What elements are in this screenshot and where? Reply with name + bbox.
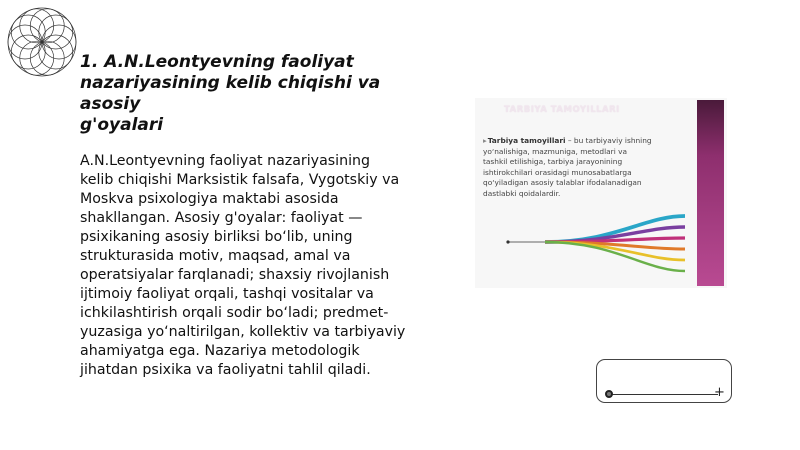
slider-handle[interactable]	[605, 390, 613, 398]
title-line: g'oyalari	[80, 115, 164, 135]
colored-lines-graphic	[505, 210, 687, 282]
title-line: nazariyasining kelib chiqishi va asosiy	[80, 73, 381, 114]
slide-header: TARBIYA TAMOYILLARI	[504, 105, 620, 115]
fan-line	[545, 242, 685, 271]
slide-text	[483, 136, 683, 200]
slider-track[interactable]	[610, 394, 718, 395]
body-line: ijtimoiy faoliyat orqali, tashqi vositalar va	[80, 286, 374, 302]
body-line: A.N.Leontyevning faoliyat nazariyasining	[80, 153, 371, 169]
plus-icon[interactable]: +	[714, 385, 725, 400]
bullet-icon: ▸	[483, 136, 487, 145]
decorative-spirograph-icon	[4, 4, 80, 80]
slide-text-fragment: – bu tarbiyaviy ishning	[565, 136, 652, 145]
slide-accent-bar	[697, 100, 724, 286]
body-line: jihatdan psixika va faoliyatni tahlil qiladi.	[80, 362, 371, 378]
slide-text-line: ishtirokchilari orasidagi munosabatlarga	[483, 167, 632, 177]
page-title	[80, 52, 440, 136]
body-line: operatsiyalar farqlanadi; shaxsiy rivojlanish	[80, 267, 390, 283]
slide-text-line: qo‘yiladigan asosiy talablar ifodalanadigan	[483, 178, 642, 188]
slider-control[interactable]	[596, 359, 732, 403]
body-line: psixikaning asosiy birliksi bo‘lib, uning	[80, 229, 353, 245]
body-line: strukturasida motiv, maqsad, amal va	[80, 248, 351, 264]
body-line: kelib chiqishi Marksistik falsafa, Vygotskiy va	[80, 172, 400, 188]
slide-text-line: yo‘nalishiga, mazmuniga, metodlari va	[483, 146, 628, 156]
body-line: ichkilashtirish orqali sodir bo‘ladi; predmet-	[80, 305, 389, 321]
body-line: yuzasiga yo‘naltirilgan, kollektiv va tarbiyaviy	[80, 324, 406, 340]
body-line: ahamiyatga ega. Nazariya metodologik	[80, 343, 360, 359]
body-line: Moskva psixologiya maktabi asosida	[80, 191, 339, 207]
slide-term: Tarbiya tamoyillari	[487, 136, 566, 145]
body-line: shakllangan. Asosiy g'oyalar: faoliyat —	[80, 210, 363, 226]
slide-image	[475, 98, 727, 288]
title-line: 1. A.N.Leontyevning faoliyat	[80, 52, 354, 72]
slide-text-line: tashkil etilishiga, tarbiya jarayonining	[483, 157, 623, 167]
slide-text-line: dastlabki qoidalardir.	[483, 188, 561, 198]
body-paragraph	[80, 152, 425, 380]
slide-text-line	[483, 136, 683, 147]
